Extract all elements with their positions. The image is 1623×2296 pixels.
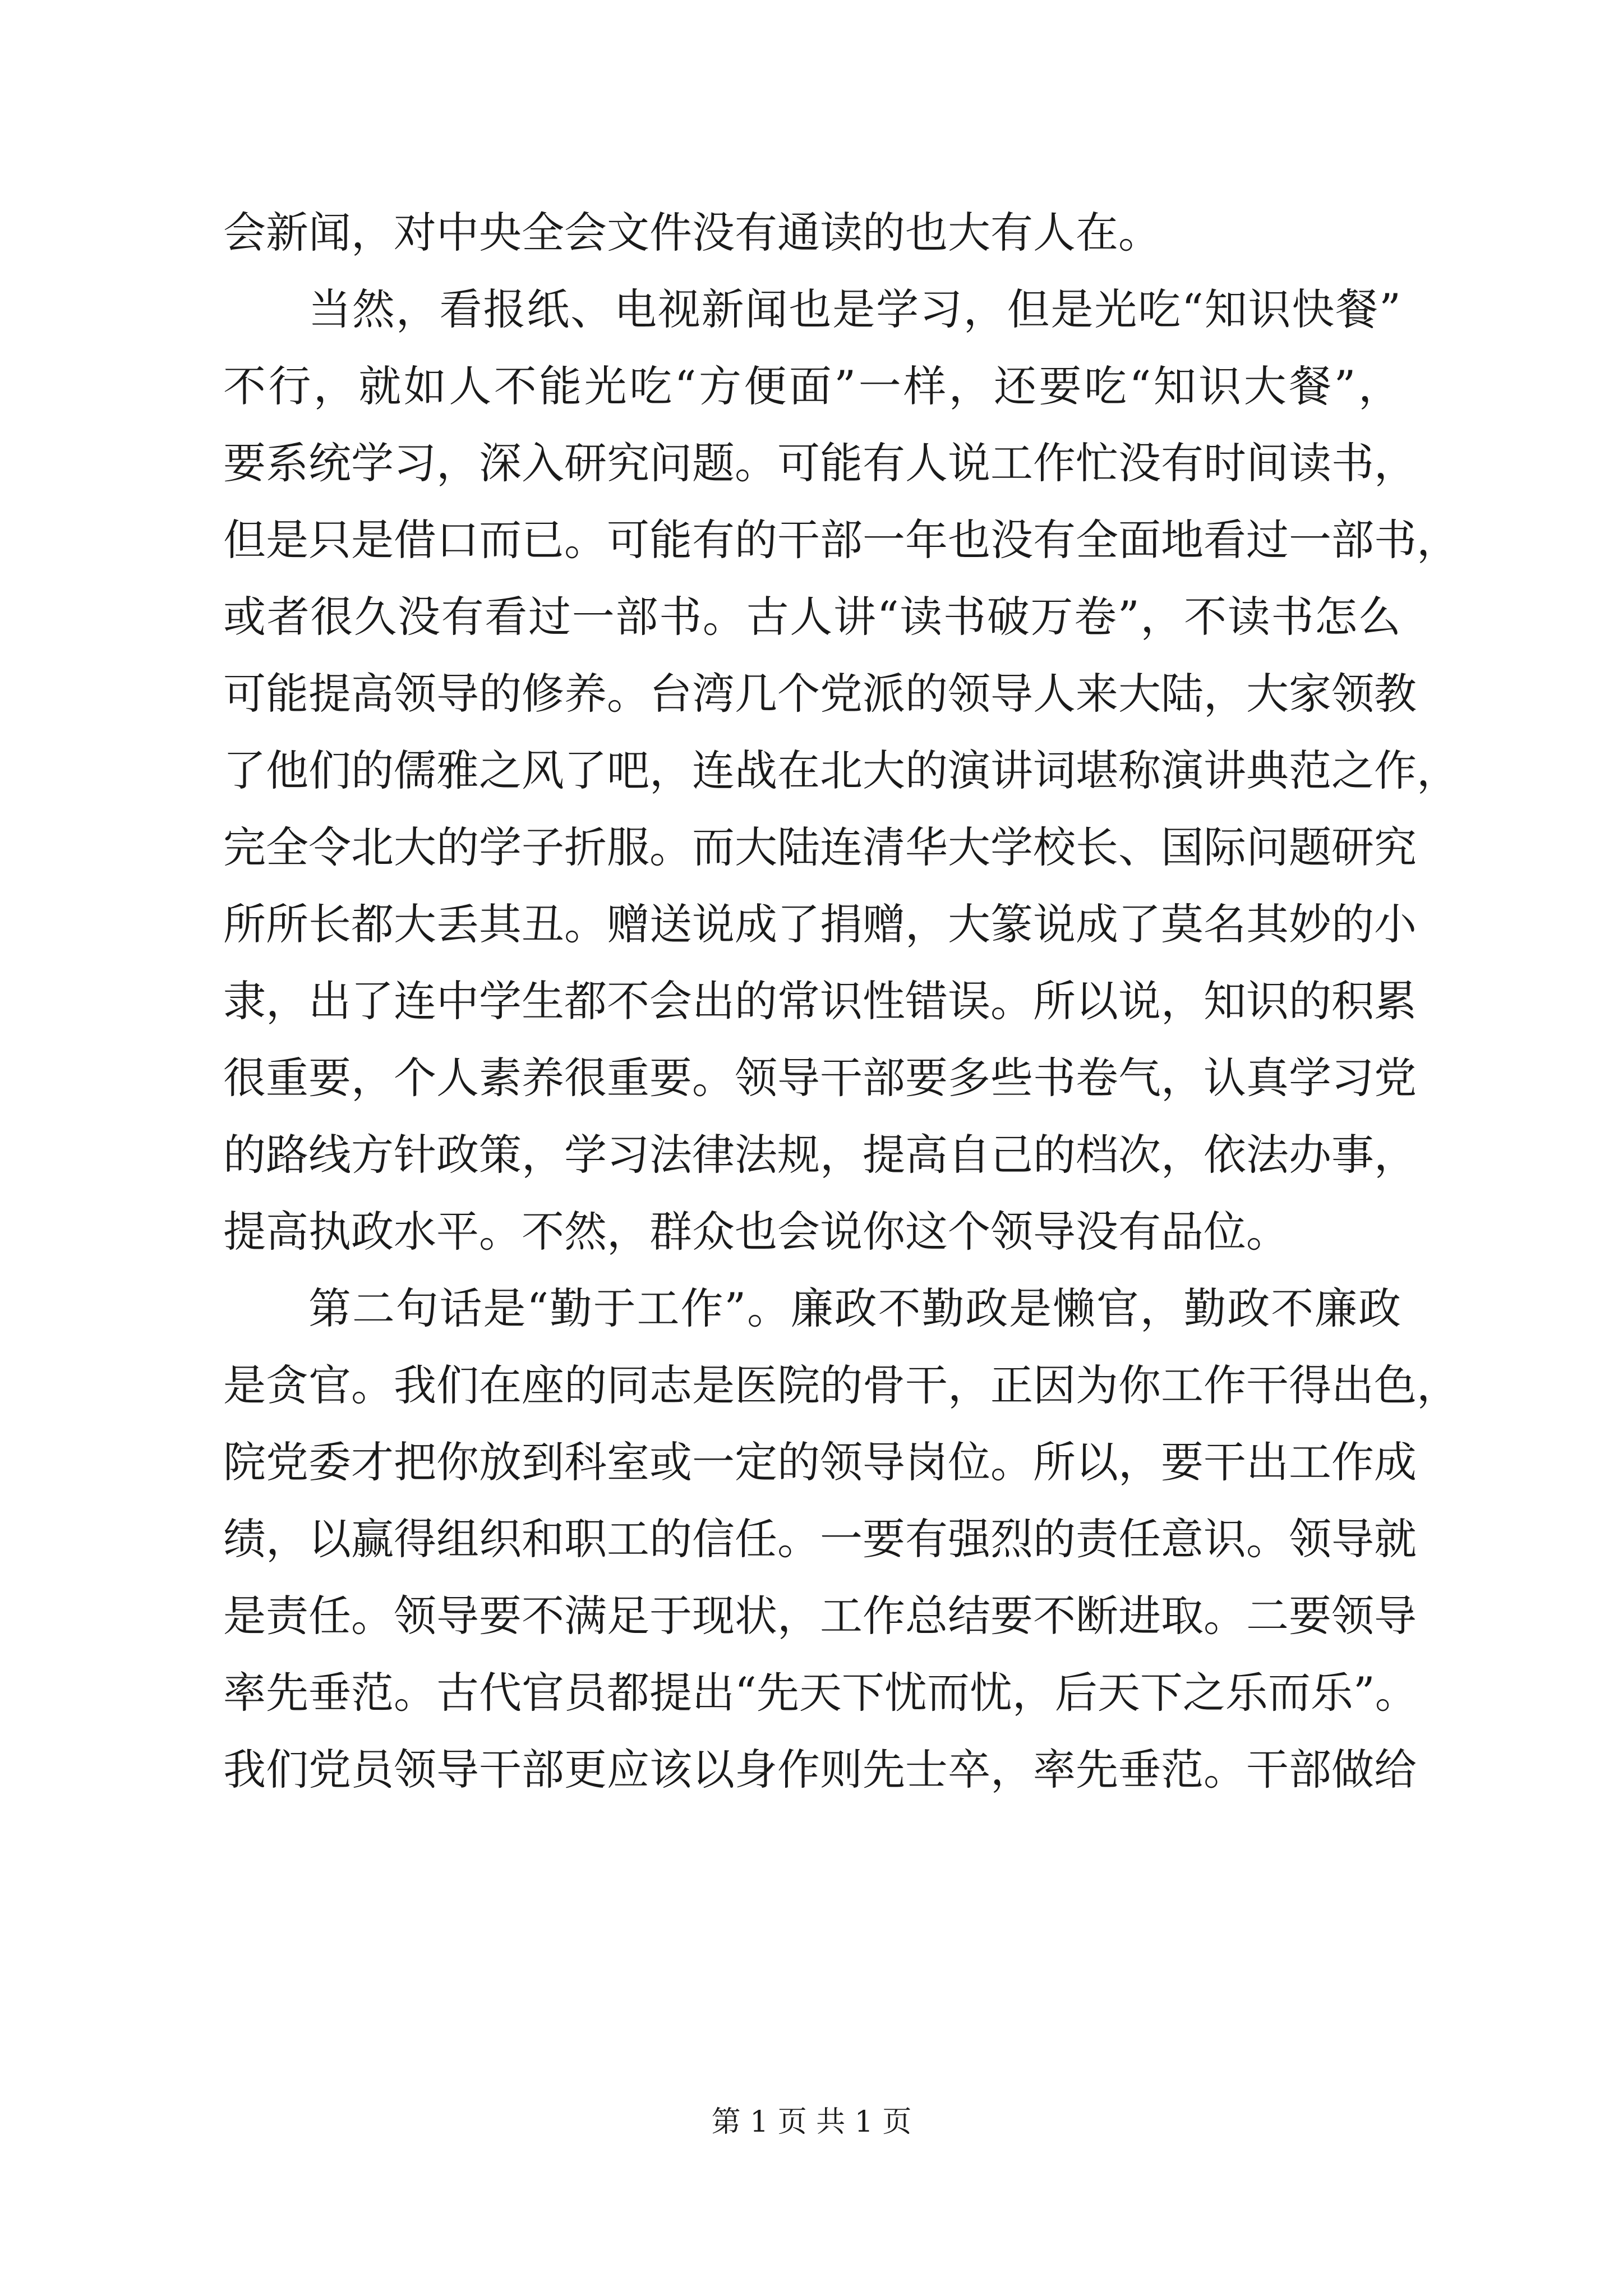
text-line: 是贪官。我们在座的同志是医院的骨干，正因为你工作干得出色， xyxy=(223,1360,1459,1410)
text-line: 的路线方针政策，学习法律法规，提高自己的档次，依法办事， xyxy=(223,1130,1417,1180)
text-line: 当然，看报纸、电视新闻也是学习，但是光吃“知识快餐” xyxy=(308,284,1401,334)
text-line: 率先垂范。古代官员都提出“先天下忧而忧，后天下之乐而乐”。 xyxy=(223,1668,1418,1718)
text-line: 很重要，个人素养很重要。领导干部要多些书卷气，认真学习党 xyxy=(223,1053,1417,1103)
text-line: 提高执政水平。不然，群众也会说你这个领导没有品位。 xyxy=(223,1207,1289,1257)
document-body xyxy=(223,194,1459,1808)
text-line: 是责任。领导要不满足于现状，工作总结要不断进取。二要领导 xyxy=(223,1591,1417,1641)
page-footer: 第 1 页 共 1 页 xyxy=(711,2105,912,2139)
text-line: 隶，出了连中学生都不会出的常识性错误。所以说，知识的积累 xyxy=(223,976,1417,1026)
text-line: 但是只是借口而已。可能有的干部一年也没有全面地看过一部书， xyxy=(223,515,1459,565)
text-line: 了他们的儒雅之风了吧，连战在北大的演讲词堪称演讲典范之作， xyxy=(223,746,1459,795)
text-line: 第二句话是“勤于工作”。廉政不勤政是懒官，勤政不廉政 xyxy=(308,1283,1401,1333)
text-line: 所所长都大丢其丑。赠送说成了捐赠，大篆说成了莫名其妙的小 xyxy=(223,899,1417,949)
text-line: 完全令北大的学子折服。而大陆连清华大学校长、国际问题研究 xyxy=(223,822,1417,872)
text-line: 我们党员领导干部更应该以身作则先士卒，率先垂范。干部做给 xyxy=(223,1745,1417,1795)
paragraph xyxy=(223,1270,1459,1808)
text-line: 会新闻，对中央全会文件没有通读的也大有人在。 xyxy=(223,208,1161,257)
text-line: 要系统学习，深入研究问题。可能有人说工作忙没有时间读书， xyxy=(223,438,1417,488)
text-line: 可能提高领导的修养。台湾几个党派的领导人来大陆，大家领教 xyxy=(223,669,1417,719)
paragraph xyxy=(223,271,1459,1270)
paragraph xyxy=(223,194,1401,271)
text-line: 不行，就如人不能光吃“方便面”一样，还要吃“知识大餐”， xyxy=(223,361,1401,411)
text-line: 绩，以赢得组织和职工的信任。一要有强烈的责任意识。领导就 xyxy=(223,1514,1417,1564)
text-line: 院党委才把你放到科室或一定的领导岗位。所以，要干出工作成 xyxy=(223,1437,1417,1487)
text-line: 或者很久没有看过一部书。古人讲“读书破万卷”，不读书怎么 xyxy=(223,592,1401,642)
